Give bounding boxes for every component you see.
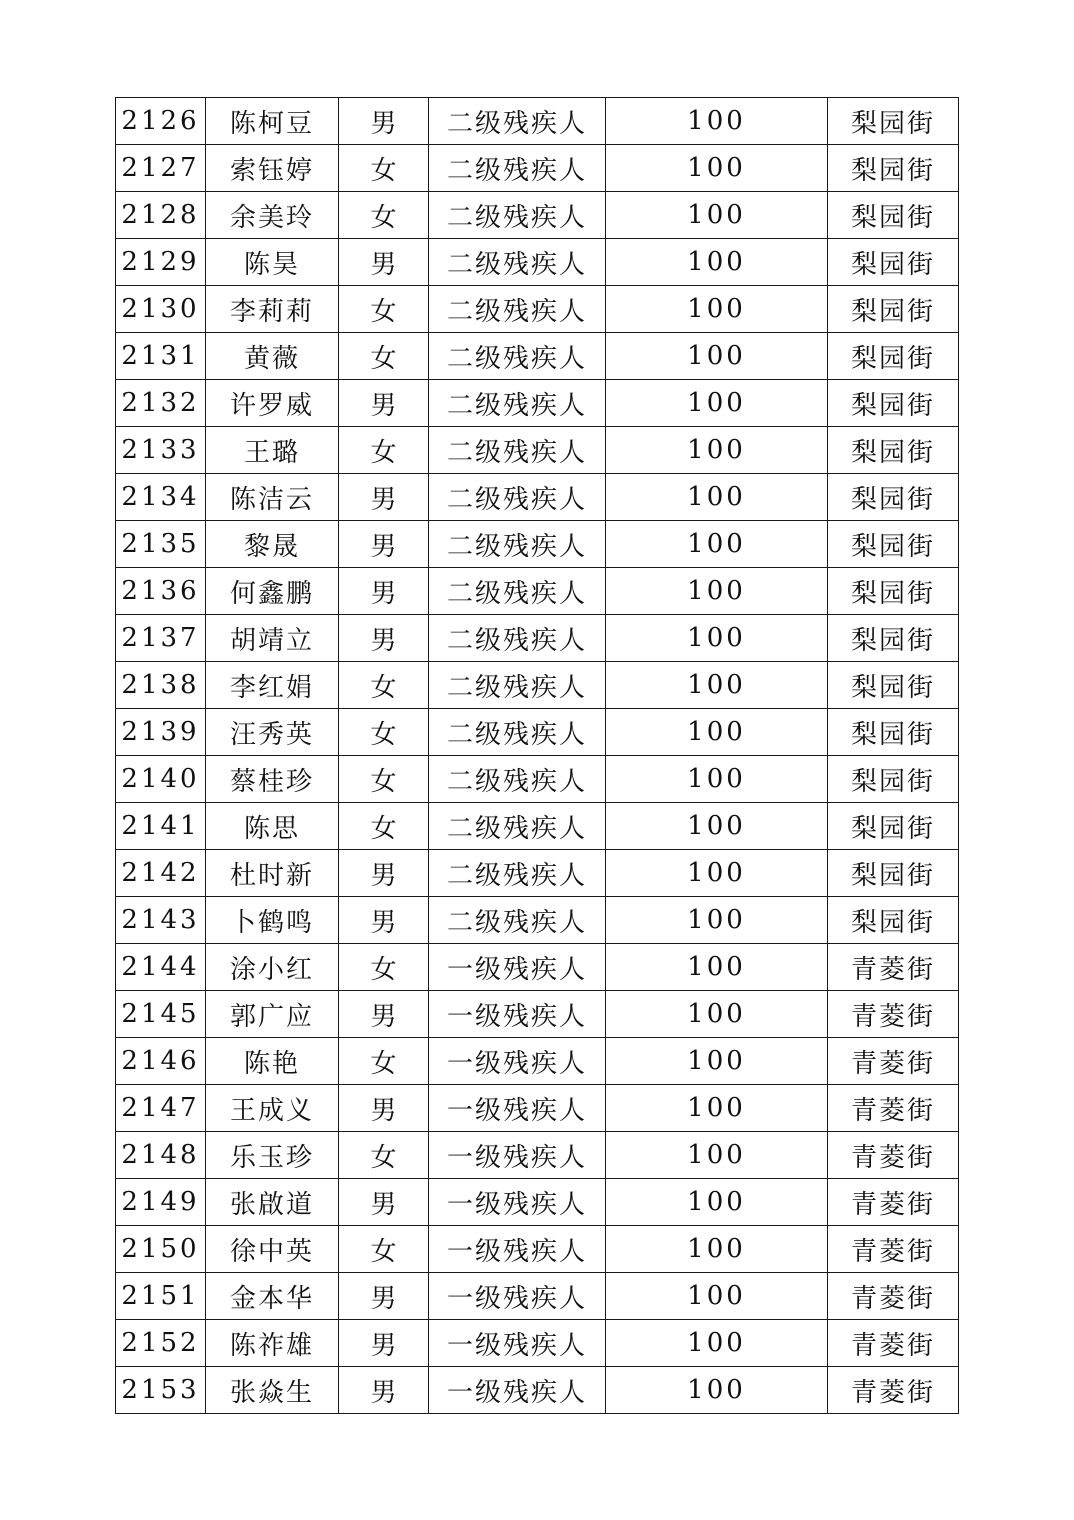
name-cell: 卜鹤鸣 [206, 897, 339, 944]
table-row [116, 568, 959, 615]
table-row [116, 662, 959, 709]
street-cell: 梨园街 [828, 897, 959, 944]
street-cell: 青菱街 [828, 1320, 959, 1367]
street-cell: 梨园街 [828, 145, 959, 192]
gender-cell: 男 [339, 1179, 429, 1226]
row-id-cell: 2126 [116, 98, 206, 145]
amount-cell: 100 [606, 380, 828, 427]
row-id-cell: 2150 [116, 1226, 206, 1273]
row-id-cell: 2127 [116, 145, 206, 192]
gender-cell: 女 [339, 756, 429, 803]
amount-cell: 100 [606, 1179, 828, 1226]
gender-cell: 男 [339, 521, 429, 568]
name-cell: 黎晟 [206, 521, 339, 568]
street-cell: 梨园街 [828, 568, 959, 615]
street-cell: 青菱街 [828, 1273, 959, 1320]
street-cell: 青菱街 [828, 944, 959, 991]
row-id-cell: 2143 [116, 897, 206, 944]
amount-cell: 100 [606, 1038, 828, 1085]
amount-cell: 100 [606, 803, 828, 850]
row-id-cell: 2130 [116, 286, 206, 333]
disability-type-cell: 二级残疾人 [429, 897, 606, 944]
disability-type-cell: 二级残疾人 [429, 615, 606, 662]
amount-cell: 100 [606, 1367, 828, 1414]
disability-type-cell: 二级残疾人 [429, 474, 606, 521]
name-cell: 陈柯豆 [206, 98, 339, 145]
gender-cell: 男 [339, 568, 429, 615]
amount-cell: 100 [606, 1320, 828, 1367]
name-cell: 乐玉珍 [206, 1132, 339, 1179]
amount-cell: 100 [606, 568, 828, 615]
name-cell: 余美玲 [206, 192, 339, 239]
row-id-cell: 2131 [116, 333, 206, 380]
street-cell: 梨园街 [828, 474, 959, 521]
gender-cell: 女 [339, 944, 429, 991]
street-cell: 青菱街 [828, 1367, 959, 1414]
table-row [116, 380, 959, 427]
disability-type-cell: 二级残疾人 [429, 662, 606, 709]
name-cell: 张焱生 [206, 1367, 339, 1414]
disability-type-cell: 一级残疾人 [429, 1226, 606, 1273]
disability-type-cell: 二级残疾人 [429, 756, 606, 803]
amount-cell: 100 [606, 427, 828, 474]
gender-cell: 女 [339, 662, 429, 709]
street-cell: 青菱街 [828, 1179, 959, 1226]
street-cell: 梨园街 [828, 427, 959, 474]
table-row [116, 1038, 959, 1085]
disability-type-cell: 二级残疾人 [429, 850, 606, 897]
table-row [116, 333, 959, 380]
row-id-cell: 2147 [116, 1085, 206, 1132]
disability-type-cell: 二级残疾人 [429, 709, 606, 756]
name-cell: 陈思 [206, 803, 339, 850]
street-cell: 梨园街 [828, 756, 959, 803]
amount-cell: 100 [606, 709, 828, 756]
table-row [116, 474, 959, 521]
gender-cell: 女 [339, 333, 429, 380]
disability-type-cell: 一级残疾人 [429, 1085, 606, 1132]
disability-type-cell: 二级残疾人 [429, 239, 606, 286]
disability-type-cell: 一级残疾人 [429, 991, 606, 1038]
disability-type-cell: 一级残疾人 [429, 1179, 606, 1226]
gender-cell: 女 [339, 803, 429, 850]
name-cell: 许罗威 [206, 380, 339, 427]
amount-cell: 100 [606, 192, 828, 239]
row-id-cell: 2140 [116, 756, 206, 803]
street-cell: 梨园街 [828, 709, 959, 756]
amount-cell: 100 [606, 662, 828, 709]
disability-type-cell: 二级残疾人 [429, 286, 606, 333]
amount-cell: 100 [606, 1085, 828, 1132]
row-id-cell: 2141 [116, 803, 206, 850]
disability-type-cell: 一级残疾人 [429, 1367, 606, 1414]
disability-type-cell: 二级残疾人 [429, 380, 606, 427]
disability-type-cell: 二级残疾人 [429, 521, 606, 568]
name-cell: 杜时新 [206, 850, 339, 897]
amount-cell: 100 [606, 1226, 828, 1273]
disability-type-cell: 一级残疾人 [429, 1320, 606, 1367]
name-cell: 涂小红 [206, 944, 339, 991]
row-id-cell: 2136 [116, 568, 206, 615]
name-cell: 汪秀英 [206, 709, 339, 756]
name-cell: 陈艳 [206, 1038, 339, 1085]
row-id-cell: 2145 [116, 991, 206, 1038]
amount-cell: 100 [606, 333, 828, 380]
table-row [116, 1132, 959, 1179]
street-cell: 梨园街 [828, 286, 959, 333]
gender-cell: 男 [339, 850, 429, 897]
street-cell: 青菱街 [828, 1132, 959, 1179]
table-row [116, 1085, 959, 1132]
table-row [116, 1273, 959, 1320]
name-cell: 王璐 [206, 427, 339, 474]
table-row [116, 286, 959, 333]
row-id-cell: 2133 [116, 427, 206, 474]
name-cell: 李红娟 [206, 662, 339, 709]
name-cell: 张啟道 [206, 1179, 339, 1226]
gender-cell: 女 [339, 427, 429, 474]
roster-body [116, 98, 959, 1414]
table-row [116, 991, 959, 1038]
street-cell: 梨园街 [828, 239, 959, 286]
street-cell: 青菱街 [828, 991, 959, 1038]
table-row [116, 521, 959, 568]
gender-cell: 男 [339, 1273, 429, 1320]
disability-type-cell: 二级残疾人 [429, 98, 606, 145]
row-id-cell: 2149 [116, 1179, 206, 1226]
name-cell: 金本华 [206, 1273, 339, 1320]
amount-cell: 100 [606, 615, 828, 662]
amount-cell: 100 [606, 850, 828, 897]
row-id-cell: 2144 [116, 944, 206, 991]
street-cell: 梨园街 [828, 803, 959, 850]
gender-cell: 女 [339, 286, 429, 333]
gender-cell: 男 [339, 474, 429, 521]
disability-type-cell: 一级残疾人 [429, 944, 606, 991]
gender-cell: 女 [339, 1038, 429, 1085]
table-row [116, 239, 959, 286]
table-row [116, 427, 959, 474]
amount-cell: 100 [606, 521, 828, 568]
amount-cell: 100 [606, 145, 828, 192]
amount-cell: 100 [606, 991, 828, 1038]
row-id-cell: 2148 [116, 1132, 206, 1179]
amount-cell: 100 [606, 286, 828, 333]
row-id-cell: 2151 [116, 1273, 206, 1320]
amount-cell: 100 [606, 756, 828, 803]
disability-type-cell: 二级残疾人 [429, 192, 606, 239]
table-row [116, 1320, 959, 1367]
name-cell: 何鑫鹏 [206, 568, 339, 615]
gender-cell: 男 [339, 1367, 429, 1414]
table-row [116, 1179, 959, 1226]
row-id-cell: 2142 [116, 850, 206, 897]
street-cell: 梨园街 [828, 521, 959, 568]
street-cell: 梨园街 [828, 98, 959, 145]
row-id-cell: 2129 [116, 239, 206, 286]
gender-cell: 女 [339, 192, 429, 239]
gender-cell: 女 [339, 709, 429, 756]
gender-cell: 女 [339, 1226, 429, 1273]
row-id-cell: 2137 [116, 615, 206, 662]
table-row [116, 756, 959, 803]
table-row [116, 803, 959, 850]
street-cell: 青菱街 [828, 1226, 959, 1273]
gender-cell: 男 [339, 1085, 429, 1132]
name-cell: 胡靖立 [206, 615, 339, 662]
row-id-cell: 2138 [116, 662, 206, 709]
name-cell: 郭广应 [206, 991, 339, 1038]
name-cell: 陈祚雄 [206, 1320, 339, 1367]
street-cell: 梨园街 [828, 662, 959, 709]
amount-cell: 100 [606, 944, 828, 991]
amount-cell: 100 [606, 474, 828, 521]
street-cell: 青菱街 [828, 1038, 959, 1085]
disability-type-cell: 二级残疾人 [429, 333, 606, 380]
street-cell: 青菱街 [828, 1085, 959, 1132]
table-row [116, 192, 959, 239]
row-id-cell: 2146 [116, 1038, 206, 1085]
amount-cell: 100 [606, 98, 828, 145]
table-row [116, 1226, 959, 1273]
gender-cell: 女 [339, 145, 429, 192]
disability-type-cell: 一级残疾人 [429, 1273, 606, 1320]
disability-type-cell: 一级残疾人 [429, 1038, 606, 1085]
name-cell: 索钰婷 [206, 145, 339, 192]
name-cell: 陈洁云 [206, 474, 339, 521]
street-cell: 梨园街 [828, 850, 959, 897]
table-row [116, 98, 959, 145]
name-cell: 蔡桂珍 [206, 756, 339, 803]
street-cell: 梨园街 [828, 192, 959, 239]
row-id-cell: 2132 [116, 380, 206, 427]
gender-cell: 男 [339, 239, 429, 286]
gender-cell: 男 [339, 98, 429, 145]
gender-cell: 男 [339, 991, 429, 1038]
name-cell: 王成义 [206, 1085, 339, 1132]
row-id-cell: 2153 [116, 1367, 206, 1414]
disability-type-cell: 二级残疾人 [429, 803, 606, 850]
street-cell: 梨园街 [828, 615, 959, 662]
table-row [116, 897, 959, 944]
gender-cell: 男 [339, 897, 429, 944]
disability-type-cell: 二级残疾人 [429, 427, 606, 474]
name-cell: 李莉莉 [206, 286, 339, 333]
roster-table [115, 97, 959, 1414]
name-cell: 黄薇 [206, 333, 339, 380]
row-id-cell: 2135 [116, 521, 206, 568]
table-row [116, 709, 959, 756]
table-row [116, 850, 959, 897]
table-row [116, 944, 959, 991]
row-id-cell: 2139 [116, 709, 206, 756]
disability-type-cell: 一级残疾人 [429, 1132, 606, 1179]
gender-cell: 男 [339, 615, 429, 662]
amount-cell: 100 [606, 897, 828, 944]
disability-type-cell: 二级残疾人 [429, 145, 606, 192]
amount-cell: 100 [606, 239, 828, 286]
table-row [116, 1367, 959, 1414]
gender-cell: 女 [339, 1132, 429, 1179]
row-id-cell: 2128 [116, 192, 206, 239]
street-cell: 梨园街 [828, 333, 959, 380]
amount-cell: 100 [606, 1273, 828, 1320]
gender-cell: 男 [339, 380, 429, 427]
gender-cell: 男 [339, 1320, 429, 1367]
amount-cell: 100 [606, 1132, 828, 1179]
street-cell: 梨园街 [828, 380, 959, 427]
table-row [116, 145, 959, 192]
row-id-cell: 2152 [116, 1320, 206, 1367]
table-row [116, 615, 959, 662]
name-cell: 徐中英 [206, 1226, 339, 1273]
name-cell: 陈昊 [206, 239, 339, 286]
row-id-cell: 2134 [116, 474, 206, 521]
disability-type-cell: 二级残疾人 [429, 568, 606, 615]
